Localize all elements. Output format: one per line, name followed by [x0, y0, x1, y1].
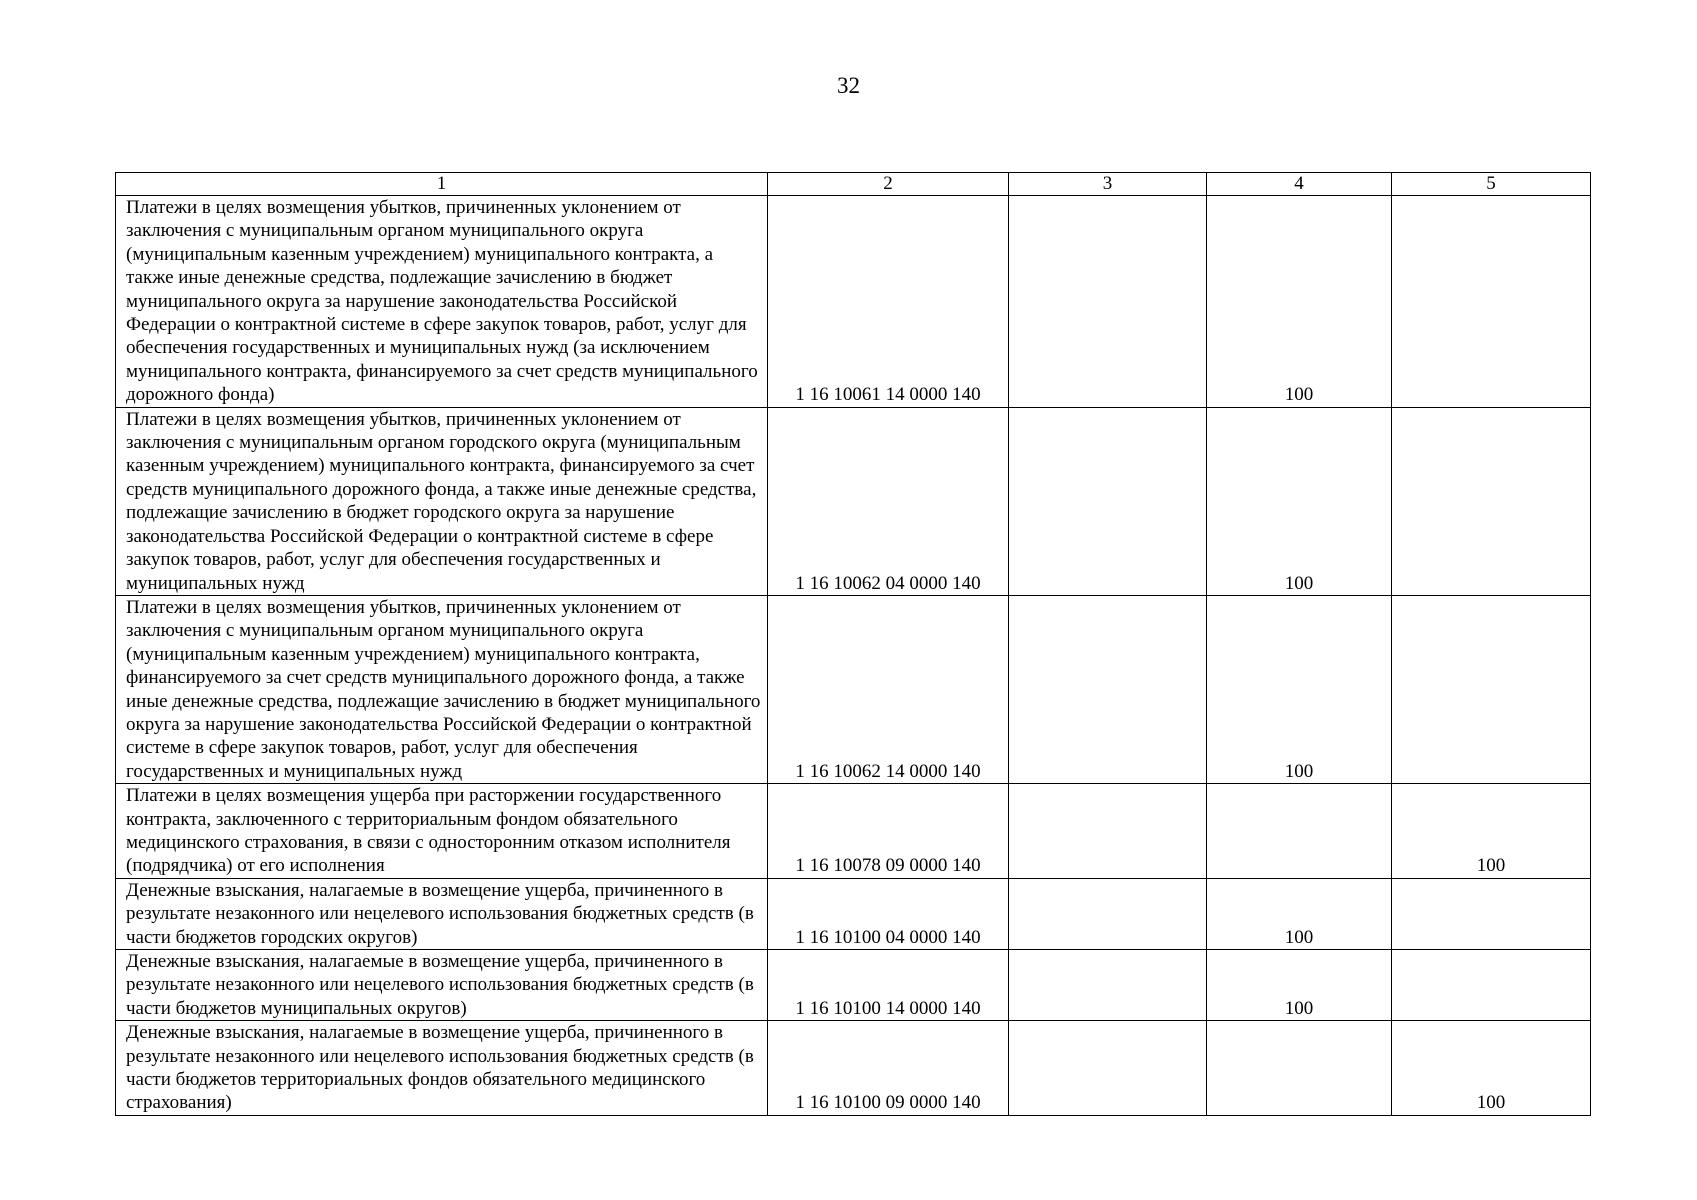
percent-col-5: [1392, 595, 1591, 783]
income-description: Денежные взыскания, налагаемые в возмещение ущерба, причиненного в результате незаконного или нецелевого использования бюджетных средств (в части бюджетов городских округов): [116, 878, 768, 949]
header-cell-1: 1: [116, 173, 768, 196]
header-cell-2: 2: [768, 173, 1009, 196]
income-code: 1 16 10100 04 0000 140: [768, 878, 1009, 949]
percent-col-4: [1207, 1021, 1392, 1116]
table-header-row: [116, 173, 1591, 196]
income-description: Платежи в целях возмещения убытков, причиненных уклонением от заключения с муниципальным органом муниципального округа (муниципальным казенным учреждением) муниципального контракта, финансируемого за счет средств муниципального дорожного фонда, а также иные денежные средства, подлежащие зачислению в бюджет муниципального округа за нарушение законодательства Российской Федерации о контрактной системе в сфере закупок товаров, работ, услуг для обеспечения государственных и муниципальных нужд: [116, 595, 768, 783]
income-code: 1 16 10100 09 0000 140: [768, 1021, 1009, 1116]
table-row: [116, 878, 1591, 949]
percent-col-3: [1009, 196, 1207, 408]
income-description: Платежи в целях возмещения ущерба при расторжении государственного контракта, заключенного с территориальным фондом обязательного медицинского страхования, в связи с односторонним отказом исполнителя (подрядчика) от его исполнения: [116, 784, 768, 879]
header-cell-4: 4: [1207, 173, 1392, 196]
income-code: 1 16 10061 14 0000 140: [768, 196, 1009, 408]
percent-col-3: [1009, 784, 1207, 879]
income-code: 1 16 10062 04 0000 140: [768, 407, 1009, 595]
table-row: [116, 196, 1591, 408]
income-code: 1 16 10078 09 0000 140: [768, 784, 1009, 879]
percent-col-3: [1009, 407, 1207, 595]
percent-col-5: 100: [1392, 1021, 1591, 1116]
percent-col-4: [1207, 784, 1392, 879]
percent-col-4: 100: [1207, 407, 1392, 595]
revenue-distribution-table: [115, 172, 1591, 1116]
percent-col-4: 100: [1207, 950, 1392, 1021]
income-description: Денежные взыскания, налагаемые в возмещение ущерба, причиненного в результате незаконного или нецелевого использования бюджетных средств (в части бюджетов территориальных фондов обязательного медицинского страхования): [116, 1021, 768, 1116]
percent-col-3: [1009, 950, 1207, 1021]
table-row: [116, 595, 1591, 783]
table-row: [116, 784, 1591, 879]
percent-col-4: 100: [1207, 595, 1392, 783]
percent-col-5: 100: [1392, 784, 1591, 879]
income-description: Платежи в целях возмещения убытков, причиненных уклонением от заключения с муниципальным органом муниципального округа (муниципальным казенным учреждением) муниципального контракта, а также иные денежные средства, подлежащие зачислению в бюджет муниципального округа за нарушение законодательства Российской Федерации о контрактной системе в сфере закупок товаров, работ, услуг для обеспечения государственных и муниципальных нужд (за исключением муниципального контракта, финансируемого за счет средств муниципального дорожного фонда): [116, 196, 768, 408]
income-description: Денежные взыскания, налагаемые в возмещение ущерба, причиненного в результате незаконного или нецелевого использования бюджетных средств (в части бюджетов муниципальных округов): [116, 950, 768, 1021]
percent-col-5: [1392, 407, 1591, 595]
percent-col-4: 100: [1207, 196, 1392, 408]
percent-col-3: [1009, 1021, 1207, 1116]
table-row: [116, 950, 1591, 1021]
percent-col-3: [1009, 878, 1207, 949]
income-description: Платежи в целях возмещения убытков, причиненных уклонением от заключения с муниципальным органом городского округа (муниципальным казенным учреждением) муниципального контракта, финансируемого за счет средств муниципального дорожного фонда, а также иные денежные средства, подлежащие зачислению в бюджет городского округа за нарушение законодательства Российской Федерации о контрактной системе в сфере закупок товаров, работ, услуг для обеспечения государственных и муниципальных нужд: [116, 407, 768, 595]
percent-col-4: 100: [1207, 878, 1392, 949]
table-row: [116, 407, 1591, 595]
income-code: 1 16 10062 14 0000 140: [768, 595, 1009, 783]
page-number: 32: [837, 73, 860, 98]
table-row: [116, 1021, 1591, 1116]
percent-col-5: [1392, 950, 1591, 1021]
percent-col-3: [1009, 595, 1207, 783]
percent-col-5: [1392, 878, 1591, 949]
header-cell-3: 3: [1009, 173, 1207, 196]
percent-col-5: [1392, 196, 1591, 408]
header-cell-5: 5: [1392, 173, 1591, 196]
income-code: 1 16 10100 14 0000 140: [768, 950, 1009, 1021]
